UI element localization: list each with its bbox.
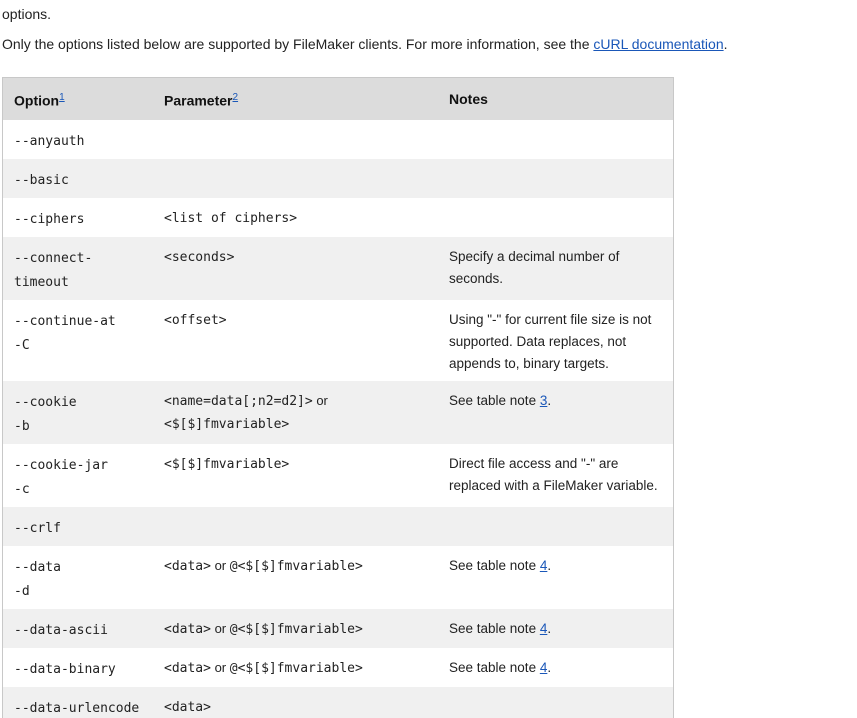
parameter-code: <offset> <box>164 313 227 328</box>
table-row <box>3 609 673 648</box>
table-row <box>3 381 673 444</box>
option-cell <box>3 300 153 381</box>
parameter-cell <box>153 381 438 444</box>
option-name: --cookie-jar <box>14 458 108 473</box>
parameter-code: <seconds> <box>164 250 235 265</box>
table-row <box>3 159 673 198</box>
sentence-period: . <box>723 36 728 52</box>
parameter-cell <box>153 159 438 198</box>
parameter-cell <box>153 444 438 507</box>
parameter-code: <name=data[;n2=d2]> <box>164 394 313 409</box>
option-name: --ciphers <box>14 212 85 227</box>
notes-text: . <box>547 393 552 408</box>
parameter-cell <box>153 609 438 648</box>
curl-documentation-link[interactable]: cURL documentation <box>593 36 724 52</box>
header-notes: Notes <box>438 78 673 120</box>
parameter-text: or <box>312 393 328 408</box>
parameter-code: <data> <box>164 700 211 715</box>
notes-text: See table note <box>449 621 540 636</box>
parameter-cell <box>153 687 438 718</box>
parameter-cell <box>153 198 438 237</box>
notes-cell <box>438 546 673 609</box>
table-row <box>3 444 673 507</box>
option-cell <box>3 237 153 300</box>
table-note-link[interactable]: 4 <box>539 621 548 636</box>
option-name: --data-urlencode <box>14 701 140 716</box>
option-name: --continue-at <box>14 314 116 329</box>
notes-text: Direct file access and "-" are replaced with a FileMaker variable. <box>449 456 658 493</box>
notes-cell <box>438 159 673 198</box>
option-name: --data <box>14 560 61 575</box>
notes-text: Using "-" for current file size is not supported. Data replaces, not appends to, binary targets. <box>449 312 652 371</box>
option-name: --crlf <box>14 521 61 536</box>
table-row <box>3 546 673 609</box>
option-name: -d <box>14 584 30 599</box>
notes-cell <box>438 237 673 300</box>
table-note-link[interactable]: 3 <box>539 393 548 408</box>
table-row <box>3 300 673 381</box>
notes-cell <box>438 444 673 507</box>
supported-options-text: Only the options listed below are supported by FileMaker clients. For more information, see the <box>2 36 594 52</box>
parameter-cell <box>153 546 438 609</box>
notes-text: . <box>547 621 552 636</box>
table-row <box>3 237 673 300</box>
option-name: --cookie <box>14 395 77 410</box>
notes-cell <box>438 381 673 444</box>
notes-text: . <box>547 558 552 573</box>
notes-text: See table note <box>449 558 540 573</box>
option-table-note-link[interactable]: 1 <box>59 91 65 103</box>
notes-cell <box>438 507 673 546</box>
option-cell <box>3 120 153 159</box>
parameter-table-note-link[interactable]: 2 <box>232 91 239 103</box>
option-name: --anyauth <box>14 134 85 149</box>
table-note-link[interactable]: 4 <box>539 660 548 675</box>
option-name: --connect- <box>14 251 93 266</box>
parameter-code: @<$[$]fmvariable> <box>229 622 363 637</box>
notes-text: . <box>547 660 552 675</box>
notes-cell <box>438 120 673 159</box>
parameter-code: <data> <box>164 661 211 676</box>
notes-text: Specify a decimal number of seconds. <box>449 249 620 286</box>
option-cell <box>3 687 153 718</box>
option-cell <box>3 546 153 609</box>
header-parameter-label: Parameter <box>164 92 233 109</box>
parameter-code: @<$[$]fmvariable> <box>229 661 363 676</box>
header-parameter <box>153 78 438 120</box>
option-name: -c <box>14 482 30 497</box>
curl-options-table <box>2 77 674 718</box>
table-row <box>3 198 673 237</box>
option-name: timeout <box>14 275 69 290</box>
notes-cell <box>438 300 673 381</box>
option-cell <box>3 609 153 648</box>
parameter-code: <data> <box>164 622 211 637</box>
notes-cell <box>438 648 673 687</box>
notes-text: See table note <box>449 660 540 675</box>
table-row <box>3 120 673 159</box>
table-note-link[interactable]: 4 <box>539 558 548 573</box>
parameter-cell <box>153 300 438 381</box>
parameter-code: <list of ciphers> <box>164 211 298 226</box>
option-cell <box>3 444 153 507</box>
parameter-cell <box>153 507 438 546</box>
parameter-cell <box>153 120 438 159</box>
option-cell <box>3 198 153 237</box>
parameter-text: or <box>210 558 230 573</box>
notes-cell <box>438 687 673 718</box>
option-name: --data-binary <box>14 662 116 677</box>
header-option <box>3 78 153 120</box>
parameter-text: or <box>210 660 230 675</box>
option-cell <box>3 507 153 546</box>
option-cell <box>3 159 153 198</box>
option-cell <box>3 381 153 444</box>
table-header-row <box>3 78 673 120</box>
option-name: --basic <box>14 173 69 188</box>
supported-options-sentence <box>2 34 728 54</box>
notes-cell <box>438 198 673 237</box>
table-row <box>3 687 673 718</box>
option-name: -C <box>14 338 30 353</box>
option-name: --data-ascii <box>14 623 108 638</box>
header-option-label: Option <box>14 92 60 109</box>
table-row <box>3 507 673 546</box>
table-row <box>3 648 673 687</box>
parameter-code: @<$[$]fmvariable> <box>229 559 363 574</box>
parameter-cell <box>153 237 438 300</box>
parameter-code: <data> <box>164 559 211 574</box>
notes-text: See table note <box>449 393 540 408</box>
parameter-cell <box>153 648 438 687</box>
option-cell <box>3 648 153 687</box>
parameter-text: or <box>210 621 230 636</box>
notes-cell <box>438 609 673 648</box>
intro-fragment: options. <box>2 6 52 22</box>
parameter-code: <$[$]fmvariable> <box>164 457 290 472</box>
parameter-code: <$[$]fmvariable> <box>164 417 290 432</box>
option-name: -b <box>14 419 30 434</box>
